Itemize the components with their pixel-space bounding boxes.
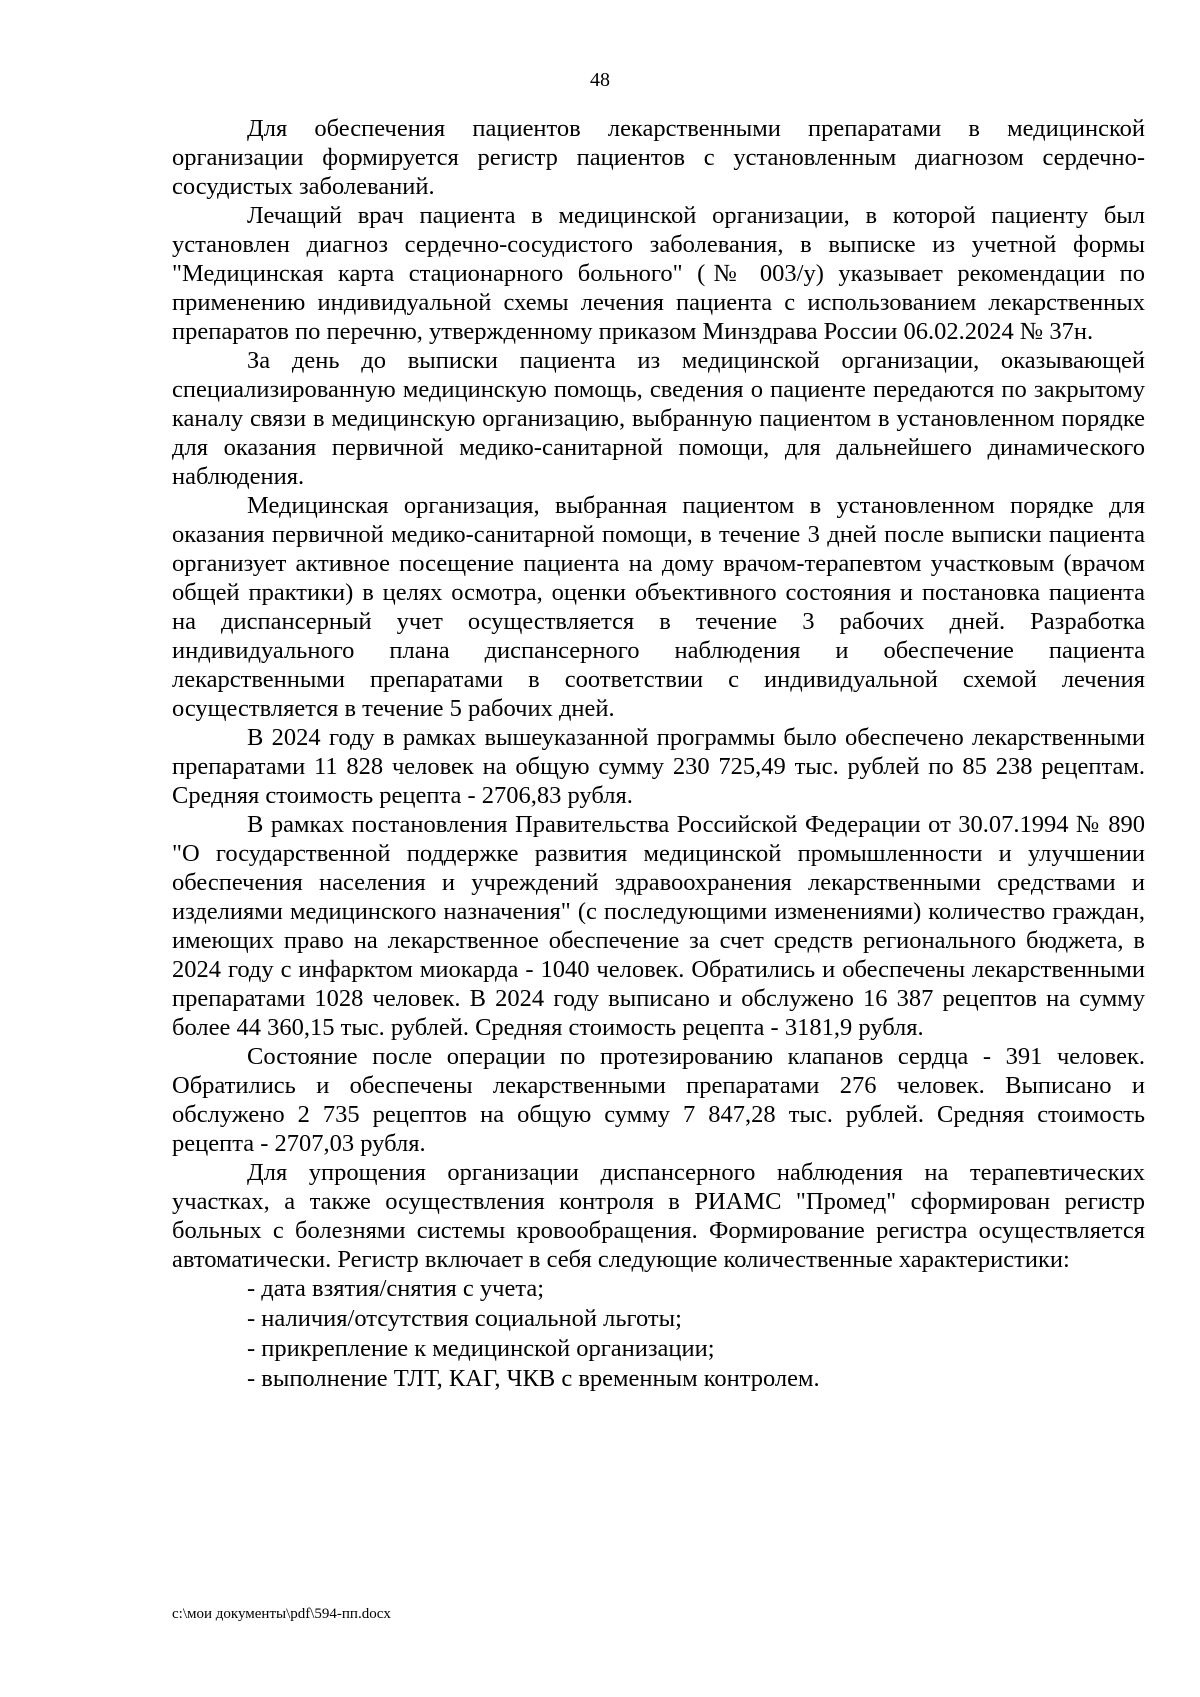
paragraph: В рамках постановления Правительства Российской Федерации от 30.07.1994 № 890 "О государственной поддержке развития медицинской промышленности и улучшении обеспечения населения и учреждений здравоохранения лекарственными средствами и изделиями медицинского назначения" (с последующими изменениями) количество граждан, имеющих право на лекарственное обеспечение за счет средств регионального бюджета, в 2024 году с инфарктом миокарда - 1040 человек. Обратились и обеспечены лекарственными препаратами 1028 человек. В 2024 году выписано и обслужено 16 387 рецептов на сумму более 44 360,15 тыс. рублей. Средняя стоимость рецепта - 3181,9 рубля.	[172, 811, 1145, 1041]
list-item: - наличия/отсутствия социальной льготы;	[247, 1305, 682, 1332]
footer-file-path: c:\мои документы\pdf\594-пп.docx	[172, 1606, 391, 1622]
list-item: - выполнение ТЛТ, КАГ, ЧКВ с временным контролем.	[247, 1365, 820, 1392]
list-item: - дата взятия/снятия с учета;	[247, 1275, 545, 1302]
list-item: - прикрепление к медицинской организации;	[247, 1335, 715, 1362]
paragraph: Для обеспечения пациентов лекарственными препаратами в медицинской организации формируется регистр пациентов с установленным диагнозом сердечно-сосудистых заболеваний.	[172, 115, 1145, 200]
characteristics-list	[172, 1274, 1145, 1394]
page-number: 48	[590, 69, 610, 91]
document-body	[172, 114, 1145, 1394]
paragraph: Лечащий врач пациента в медицинской организации, в которой пациенту был установлен диагноз сердечно-сосудистого заболевания, в выписке из учетной формы "Медицинская карта стационарного больного" (№ 003/у) указывает рекомендации по применению индивидуальной схемы лечения пациента с использованием лекарственных препаратов по перечню, утвержденному приказом Минздрава России 06.02.2024 № 37н.	[172, 202, 1145, 345]
paragraph: Медицинская организация, выбранная пациентом в установленном порядке для оказания первичной медико-санитарной помощи, в течение 3 дней после выписки пациента организует активное посещение пациента на дому врачом-терапевтом участковым (врачом общей практики) в целях осмотра, оценки объективного состояния и постановка пациента на диспансерный учет осуществляется в течение 3 рабочих дней. Разработка индивидуального плана диспансерного наблюдения и обеспечение пациента лекарственными препаратами в соответствии с индивидуальной схемой лечения осуществляется в течение 5 рабочих дней.	[172, 492, 1145, 722]
paragraph: В 2024 году в рамках вышеуказанной программы было обеспечено лекарственными препаратами 11 828 человек на общую сумму 230 725,49 тыс. рублей по 85 238 рецептам. Средняя стоимость рецепта - 2706,83 рубля.	[172, 724, 1145, 809]
paragraph: Для упрощения организации диспансерного наблюдения на терапевтических участках, а также осуществления контроля в РИАМС "Промед" сформирован регистр больных с болезнями системы кровообращения. Формирование регистра осуществляется автоматически. Регистр включает в себя следующие количественные характеристики:	[172, 1159, 1145, 1273]
paragraph: Состояние после операции по протезированию клапанов сердца - 391 человек. Обратились и обеспечены лекарственными препаратами 276 человек. Выписано и обслужено 2 735 рецептов на общую сумму 7 847,28 тыс. рублей. Средняя стоимость рецепта - 2707,03 рубля.	[172, 1043, 1145, 1157]
paragraph: За день до выписки пациента из медицинской организации, оказывающей специализированную медицинскую помощь, сведения о пациенте передаются по закрытому каналу связи в медицинскую организацию, выбранную пациентом в установленном порядке для оказания первичной медико-санитарной помощи, для дальнейшего динамического наблюдения.	[172, 347, 1145, 490]
